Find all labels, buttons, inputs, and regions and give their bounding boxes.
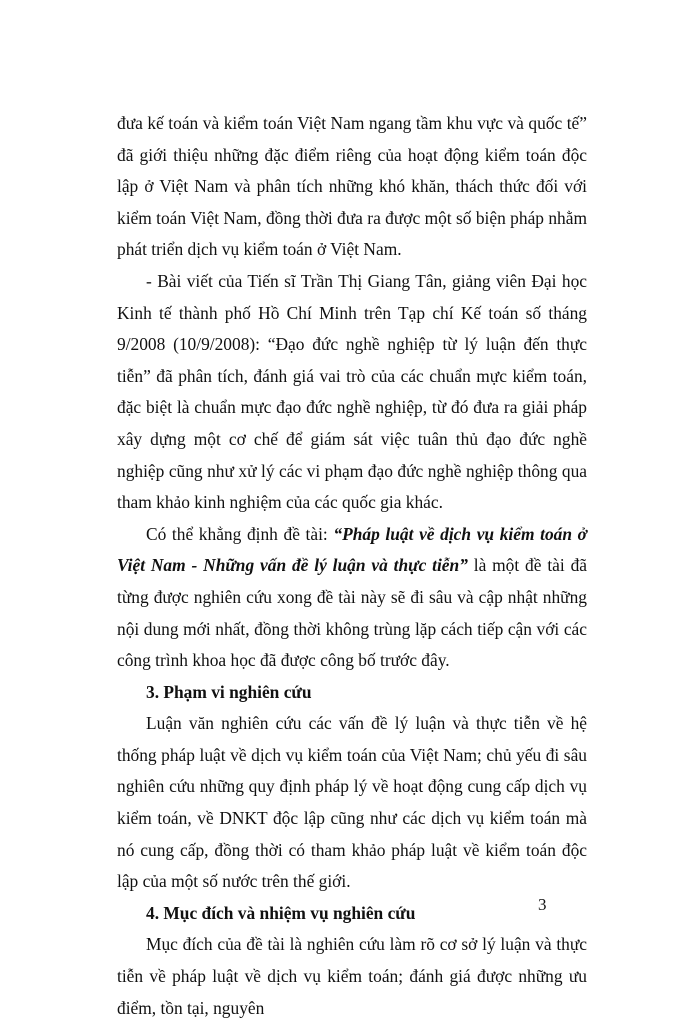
paragraph-intro-continuation: đưa kế toán và kiểm toán Việt Nam ngang tầm khu vực và quốc tế” đã giới thiệu những đặc điểm riêng của hoạt động kiểm toán độc lập ở Việt Nam và phân tích những khó khăn, thách thức đối với kiểm toán Việt Nam, đồng thời đưa ra được một số biện pháp nhằm phát triển dịch vụ kiểm toán ở Việt Nam. (117, 113, 587, 260)
paragraph-scope: Luận văn nghiên cứu các vấn đề lý luận và thực tiễn về hệ thống pháp luật về dịch vụ kiểm toán của Việt Nam; chủ yếu đi sâu nghiên cứu những quy định pháp lý về hoạt động cung cấp dịch vụ kiểm toán, về DNKT độc lập cũng như các dịch vụ kiểm toán mà nó cung cấp, đồng thời có tham khảo pháp luật về kiểm toán độc lập của một số nước trên thế giới. (117, 713, 587, 892)
paragraph-topic-statement (117, 519, 587, 677)
thesis-title: “Pháp luật về dịch vụ kiểm toán ở Việt Nam - Những vấn đề lý luận và thực tiễn” (117, 523, 587, 576)
topic-statement-end: là một đề tài đã từng được nghiên cứu xong đề tài này sẽ đi sâu và cập nhật những nội dung mới nhất, đồng thời không trùng lặp cách tiếp cận với các công trình khoa học đã được công bố trước đây. (117, 555, 587, 671)
topic-statement-start: Có thể khẳng định đề tài: (146, 523, 334, 544)
document-page (117, 108, 587, 1024)
section-heading-scope: 3. Phạm vi nghiên cứu (146, 681, 312, 702)
paragraph-purpose: Mục đích của đề tài là nghiên cứu làm rõ cơ sở lý luận và thực tiễn về pháp luật về dịch vụ kiểm toán; đánh giá được những ưu điểm, tồn tại, nguyên (117, 934, 587, 1018)
section-heading-purpose: 4. Mục đích và nhiệm vụ nghiên cứu (146, 902, 416, 923)
page-number: 3 (538, 895, 547, 914)
paragraph-giang-tan-article: - Bài viết của Tiến sĩ Trần Thị Giang Tân, giảng viên Đại học Kinh tế thành phố Hồ Chí Minh trên Tạp chí Kế toán số tháng 9/2008 (10/9/2008): “Đạo đức nghề nghiệp từ lý luận đến thực tiễn” đã phân tích, đánh giá vai trò của các chuẩn mực kiểm toán, đặc biệt là chuẩn mực đạo đức nghề nghiệp, từ đó đưa ra giải pháp xây dựng một cơ chế để giám sát việc tuân thủ đạo đức nghề nghiệp cũng như xử lý các vi phạm đạo đức nghề nghiệp thông qua tham khảo kinh nghiệm của các quốc gia khác. (117, 270, 587, 513)
